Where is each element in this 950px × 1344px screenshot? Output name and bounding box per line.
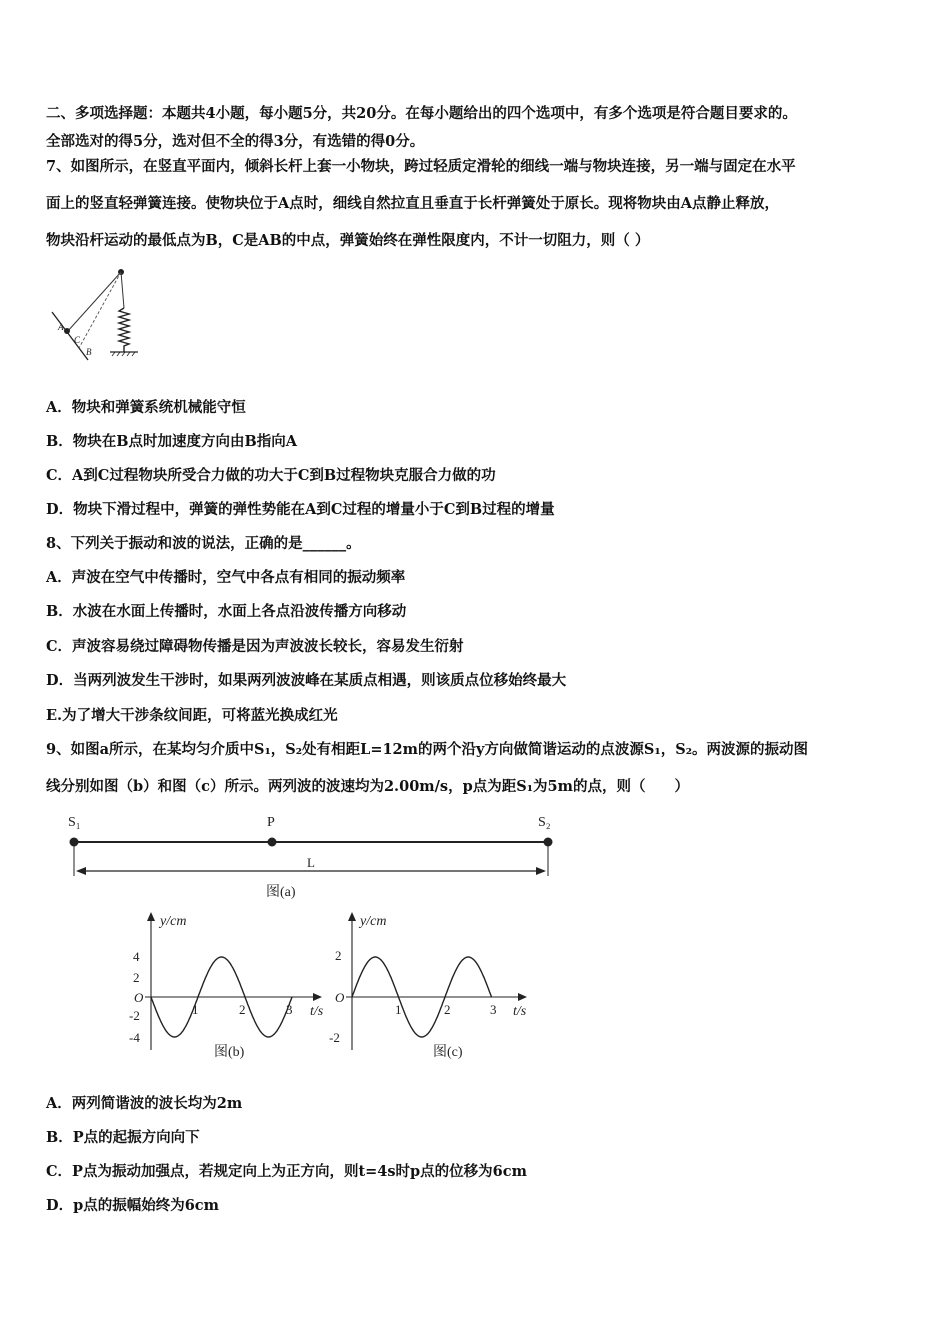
q8-option-e: E.为了增大干涉条纹间距，可将蓝光换成红光 [46, 707, 338, 724]
q9-option-d: D．p点的振幅始终为6cm [46, 1197, 219, 1214]
fig-b-caption: 图(b) [214, 1045, 245, 1060]
q9-option-b: B．P点的起振方向向下 [46, 1129, 200, 1146]
fig-c-xtick-3: 3 [490, 1002, 497, 1017]
fig-c-ytick-neg2: -2 [329, 1030, 340, 1045]
q8-option-c: C．声波容易绕过障碍物传播是因为声波波长较长，容易发生衍射 [46, 638, 464, 655]
q7-label-c: C [74, 335, 81, 345]
q9-figure-b [120, 910, 330, 1065]
fig-b-xtick-2: 2 [239, 1002, 246, 1017]
q8-option-a: A．声波在空气中传播时，空气中各点有相同的振动频率 [46, 569, 406, 586]
fig-b-ytick-2: 2 [133, 970, 140, 985]
fig-a-s1-label: S₁ [68, 815, 81, 830]
section-heading-line2: 全部选对的得5分，选对但不全的得3分，有选错的得0分。 [46, 133, 425, 150]
fig-b-xtick-1: 1 [192, 1002, 199, 1017]
q7-option-d: D．物块下滑过程中，弹簧的弹性势能在A到C过程的增量小于C到B过程的增量 [46, 501, 555, 518]
q9-option-c: C．P点为振动加强点，若规定向上为正方向，则t=4s时p点的位移为6cm [46, 1163, 527, 1180]
q8-option-b: B．水波在水面上传播时，水面上各点沿波传播方向移动 [46, 603, 407, 620]
fig-c-ylabel: y/cm [360, 914, 387, 929]
q7-stem-line3: 物块沿杆运动的最低点为B，C是AB的中点，弹簧始终在弹性限度内，不计一切阻力，则（ ） [46, 232, 650, 249]
q7-option-c: C．A到C过程物块所受合力做的功大于C到B过程物块克服合力做的功 [46, 467, 496, 484]
fig-b-ytick-neg4: -4 [129, 1030, 140, 1045]
fig-a-s2-label: S₂ [538, 815, 551, 830]
q9-stem-line1: 9、如图a所示，在某均匀介质中S₁，S₂处有相距L=12m的两个沿y方向做简谐运动的点波源S₁，S₂。两波源的振动图 [46, 741, 809, 758]
fig-c-xlabel: t/s [513, 1004, 527, 1019]
fig-c-origin: O [335, 990, 345, 1005]
fig-c-ytick-2: 2 [335, 948, 342, 963]
fig-a-p-label: P [267, 815, 275, 830]
q7-option-b: B．物块在B点时加速度方向由B指向A [46, 433, 298, 450]
fig-b-xlabel: t/s [310, 1004, 324, 1019]
fig-a-l-label: L [307, 855, 315, 870]
fig-a-s2-point [544, 838, 553, 847]
fig-b-origin: O [134, 990, 144, 1005]
q7-stem-line1: 7、如图所示，在竖直平面内，倾斜长杆上套一小物块，跨过轻质定滑轮的细线一端与物块连接，另一端与固定在水平 [46, 158, 796, 175]
q7-figure-incline-spring [48, 262, 148, 362]
q8-stem: 8、下列关于振动和波的说法，正确的是______。 [46, 535, 361, 552]
q9-figure-a [60, 810, 570, 905]
fig-c-xtick-1: 1 [395, 1002, 402, 1017]
fig-a-p-point [268, 838, 277, 847]
q7-label-b: B [86, 347, 92, 357]
fig-b-ytick-4: 4 [133, 949, 140, 964]
q8-option-d: D．当两列波发生干涉时，如果两列波波峰在某质点相遇，则该质点位移始终最大 [46, 672, 567, 689]
q9-option-a: A．两列简谐波的波长均为2m [46, 1095, 243, 1112]
q7-label-a: A [58, 322, 64, 332]
q9-stem-line2: 线分别如图（b）和图（c）所示。两列波的波速均为2.00m/s，p点为距S₁为5m的点，则（ ） [46, 778, 689, 795]
q7-stem-line2: 面上的竖直轻弹簧连接。使物块位于A点时，细线自然拉直且垂直于长杆弹簧处于原长。现将物块由A点静止释放， [46, 195, 779, 212]
fig-c-xtick-2: 2 [444, 1002, 451, 1017]
fig-c-caption: 图(c) [433, 1045, 463, 1060]
fig-a-caption: 图(a) [266, 885, 296, 900]
fig-a-s1-point [70, 838, 79, 847]
fig-b-xtick-3: 3 [286, 1002, 293, 1017]
q7-option-a: A．物块和弹簧系统机械能守恒 [46, 399, 246, 416]
fig-b-ylabel: y/cm [160, 914, 187, 929]
q9-figure-c [325, 910, 535, 1065]
fig-b-ytick-neg2: -2 [129, 1008, 140, 1023]
section-heading-line1: 二、多项选择题：本题共4小题，每小题5分，共20分。在每小题给出的四个选项中，有多个选项是符合题目要求的。 [46, 105, 797, 122]
